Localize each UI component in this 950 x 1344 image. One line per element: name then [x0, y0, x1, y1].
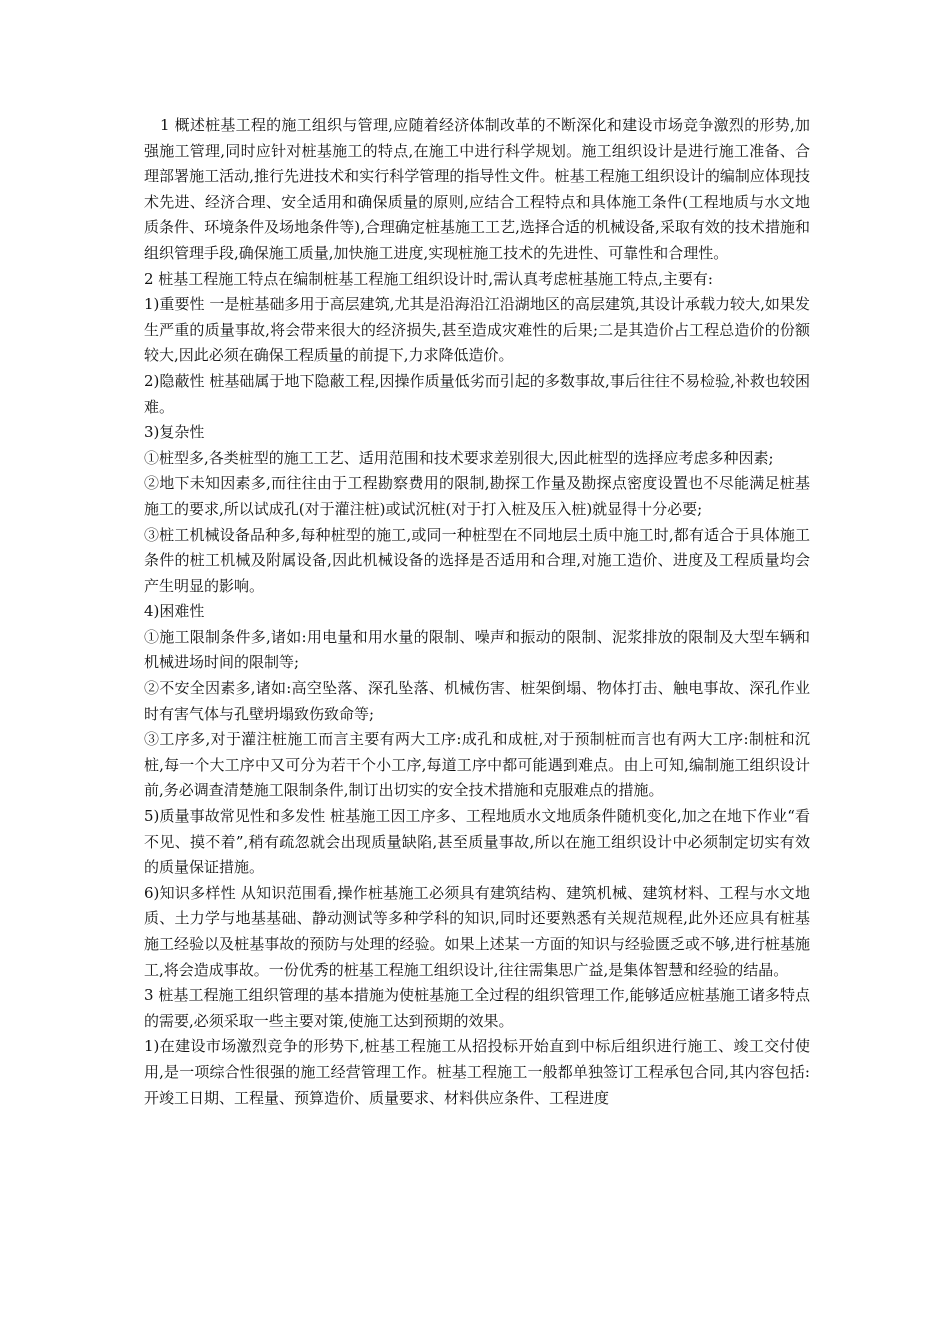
paragraph-complexity-item-2: ②地下未知因素多,而往往由于工程勘察费用的限制,勘探工作量及勘探点密度设置也不尽能满足桩基施工的要求,所以试成孔(对于灌注桩)或试沉桩(对于打入桩及压入桩)就显得十分必要;: [144, 474, 810, 518]
paragraph-concealment: 2)隐蔽性 桩基础属于地下隐蔽工程,因操作质量低劣而引起的多数事故,事后往往不易检验,补救也较困难。: [144, 371, 810, 416]
paragraph-difficulty-item-2: ②不安全因素多,诸如:高空坠落、深孔坠落、机械伤害、桩架倒塌、物体打击、触电事故、深孔作业时有害气体与孔壁坍塌致伤致命等;: [144, 679, 810, 723]
paragraph-difficulty-item-3: ③工序多,对于灌注桩施工而言主要有两大工序:成孔和成桩,对于预制桩而言也有两大工序:制桩和沉桩,每一个大工序中又可分为若干个小工序,每道工序中都可能遇到难点。由上可知,编制施工组织设计前,务必调查清楚施工限制条件,制订出切实的安全技术措施和克服难点的措施。: [144, 730, 810, 800]
paragraph-measure-1: 1)在建设市场激烈竞争的形势下,桩基工程施工从招投标开始直到中标后组织进行施工、竣工交付使用,是一项综合性很强的施工经营管理工作。桩基工程施工一般都单独签订工程承包合同,其内容包括:开竣工日期、工程量、预算造价、质量要求、材料供应条件、工程进度: [144, 1037, 810, 1107]
paragraph-importance: 1)重要性 一是桩基础多用于高层建筑,尤其是沿海沿江沿湖地区的高层建筑,其设计承载力较大,如果发生严重的质量事故,将会带来很大的经济损失,甚至造成灾难性的后果;二是其造价占工程总造价的份额较大,因此必须在确保工程质量的前提下,力求降低造价。: [144, 295, 810, 365]
document-body: [144, 113, 810, 1111]
paragraph-section-2-heading: 2 桩基工程施工特点在编制桩基工程施工组织设计时,需认真考虑桩基施工特点,主要有:: [144, 269, 713, 288]
paragraph-quality-accidents: 5)质量事故常见性和多发性 桩基施工因工序多、工程地质水文地质条件随机变化,加之在地下作业“看不见、摸不着”,稍有疏忽就会出现质量缺陷,甚至质量事故,所以在施工组织设计中必须制定切实有效的质量保证措施。: [144, 807, 810, 877]
paragraph-difficulty-item-1: ①施工限制条件多,诸如:用电量和用水量的限制、噪声和振动的限制、泥浆排放的限制及大型车辆和机械进场时间的限制等;: [144, 627, 810, 672]
paragraph-section-3-heading: 3 桩基工程施工组织管理的基本措施为使桩基施工全过程的组织管理工作,能够适应桩基施工诸多特点的需要,必须采取一些主要对策,使施工达到预期的效果。: [144, 986, 810, 1030]
paragraph-difficulty-heading: 4)困难性: [144, 602, 205, 621]
paragraph-complexity-item-1: ①桩型多,各类桩型的施工工艺、适用范围和技术要求差别很大,因此桩型的选择应考虑多种因素;: [144, 448, 774, 467]
paragraph-complexity-item-3: ③桩工机械设备品种多,每种桩型的施工,或同一种桩型在不同地层土质中施工时,都有适合于具体施工条件的桩工机械及附属设备,因此机械设备的选择是否适用和合理,对施工造价、进度及工程质量均会产生明显的影响。: [144, 525, 810, 595]
paragraph-knowledge-diversity: 6)知识多样性 从知识范围看,操作桩基施工必须具有建筑结构、建筑机械、建筑材料、工程与水文地质、土力学与地基基础、静动测试等多种学科的知识,同时还要熟悉有关规范规程,此外还应具有桩基施工经验以及桩基事故的预防与处理的经验。如果上述某一方面的知识与经验匮乏或不够,进行桩基施工,将会造成事故。一份优秀的桩基工程施工组织设计,往往需集思广益,是集体智慧和经验的结晶。: [144, 883, 810, 979]
paragraph-complexity-heading: 3)复杂性: [144, 423, 205, 442]
paragraph-overview: 1 概述桩基工程的施工组织与管理,应随着经济体制改革的不断深化和建设市场竞争激烈的形势,加强施工管理,同时应针对桩基施工的特点,在施工中进行科学规划。施工组织设计是进行施工准备、合理部署施工活动,推行先进技术和实行科学管理的指导性文件。桩基工程施工组织设计的编制应体现技术先进、经济合理、安全适用和确保质量的原则,应结合工程特点和具体施工条件(工程地质与水文地质条件、环境条件及场地条件等),合理确定桩基施工工艺,选择合适的机械设备,采取有效的技术措施和组织管理手段,确保施工质量,加快施工进度,实现桩施工技术的先进性、可靠性和合理性。: [144, 116, 810, 262]
